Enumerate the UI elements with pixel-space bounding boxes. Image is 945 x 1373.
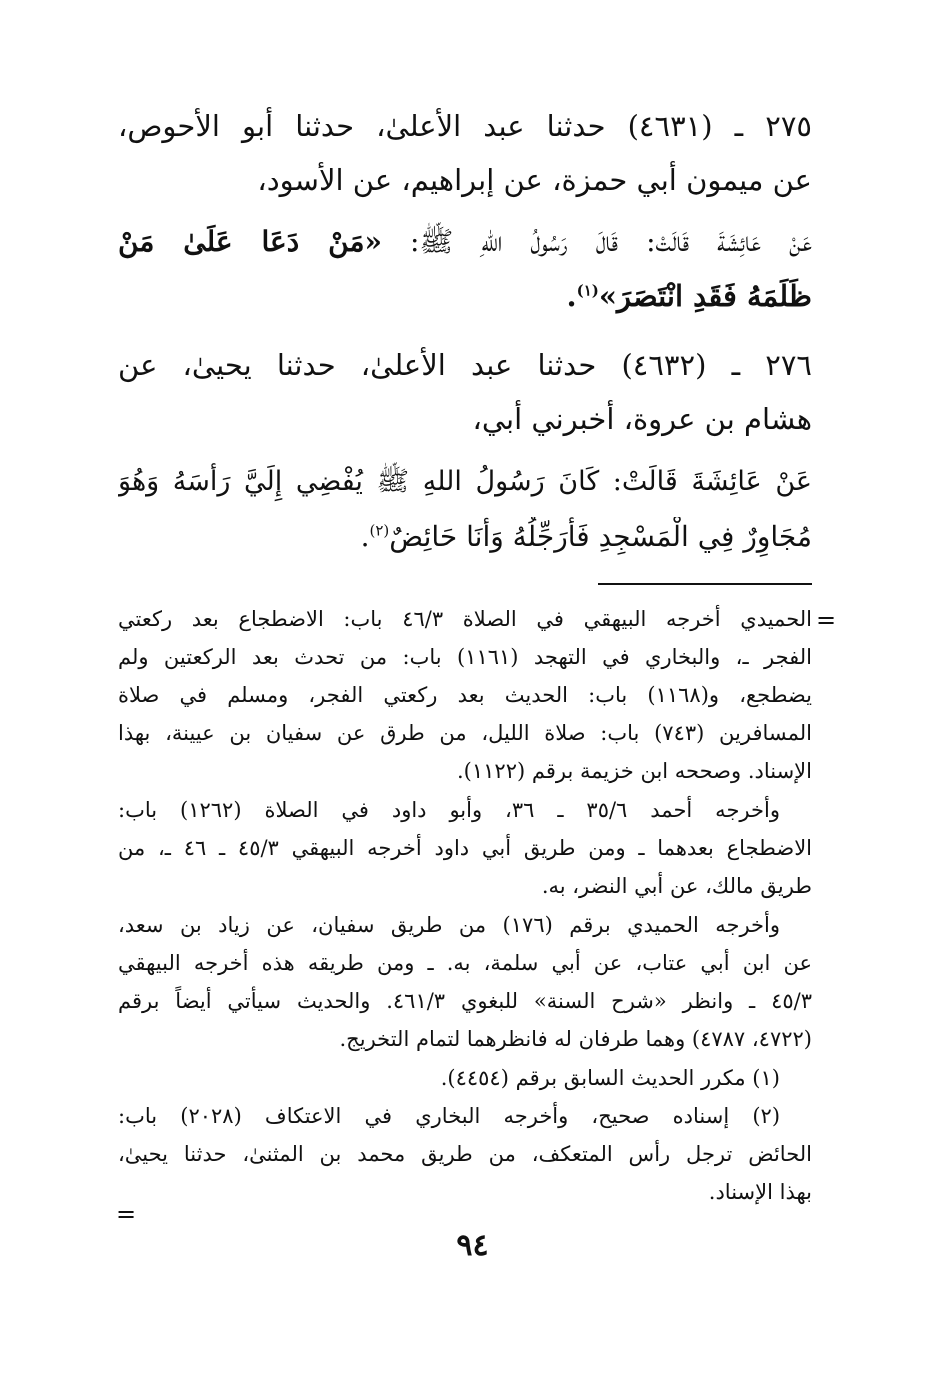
continuation-mark-bottom: = xyxy=(116,1200,137,1228)
footnote-ref-1: (١) xyxy=(576,281,599,300)
hadith-275-isnad-line-1: ٢٧٥ ـ (٤٦٣١) حدثنا عبد الأعلىٰ، حدثنا أبو الأحوص، xyxy=(118,109,812,143)
footnote-ref-2: (٢) xyxy=(369,521,390,540)
hadith-275-matn-bold-2: ظَلَمَهُ فَقَدِ انْتَصَرَ» xyxy=(598,279,812,313)
hadith-276-isnad-line-2: هشام بن عروة، أخبرني أبي، xyxy=(472,402,812,436)
footnote-continued-line-5: الإسناد. وصححه ابن خزيمة برقم (١١٢٢). xyxy=(456,759,812,783)
footnote-continued-line-4: المسافرين (٧٤٣) باب: صلاة الليل، من طرق عن سفيان بن عيينة، بهذا xyxy=(118,721,812,745)
footnote-2-line-2: الحائض ترجل رأس المتعكف، من طريق محمد بن المثنىٰ، حدثنا يحيىٰ، xyxy=(118,1142,812,1166)
footnote-2-line-1: (٢) إسناده صحيح، وأخرجه البخاري في الاعتكاف (٢٠٢٨) باب: xyxy=(118,1104,780,1128)
footnote-para-3-line-1: وأخرجه الحميدي برقم (١٧٦) من طريق سفيان، عن زياد بن سعد، xyxy=(118,913,780,937)
footnote-continued-line-3: يضطجع، و(١١٦٨) باب: الحديث بعد ركعتي الفجر، ومسلم في صلاة xyxy=(118,683,812,707)
footnote-para-2-line-1: وأخرجه أحمد ٣٥/٦ ـ ٣٦، وأبو داود في الصلاة (١٢٦٢) باب: xyxy=(118,798,780,822)
footnote-para-3-line-4: (٤٧٢٢، ٤٧٨٧) وهما طرفان له فانظرهما لتمام التخريج. xyxy=(339,1027,812,1051)
footnote-continued-line-1: الحميدي أخرجه البيهقي في الصلاة ٤٦/٣ باب: الاضطجاع بعد ركعتي xyxy=(118,607,812,631)
hadith-276-isnad-line-1: ٢٧٦ ـ (٤٦٣٢) حدثنا عبد الأعلىٰ، حدثنا يحيىٰ، عن xyxy=(118,348,812,382)
footnote-separator xyxy=(598,583,812,585)
footnote-1: (١) مكرر الحديث السابق برقم (٤٤٥٤). xyxy=(440,1066,780,1090)
hadith-276-matn-2: مُجَاوِرٌ فِي الْمَسْجِدِ فَأُرَجِّلُهُ وَأَنَا حَائِضٌ xyxy=(389,520,812,553)
page-number: ٩٤ xyxy=(456,1228,489,1263)
footnote-para-3-line-3: ٤٥/٣ ـ وانظر «شرح السنة» للبغوي ٤٦١/٣. والحديث سيأتي أيضاً برقم xyxy=(118,989,812,1013)
continuation-mark-top: = xyxy=(816,606,837,634)
hadith-275-matn-bold-1: «مَنْ دَعَا عَلَىٰ مَنْ xyxy=(118,225,382,258)
footnote-para-2-line-2: الاضطجاع بعدهما ـ ومن طريق أبي داود أخرجه البيهقي ٤٥/٣ ـ ٤٦ ـ، من xyxy=(118,836,812,860)
hadith-275-matn-line-1 xyxy=(118,222,812,264)
footnote-2-line-3: بهذا الإسناد. xyxy=(708,1180,812,1204)
hadith-275-isnad-line-2: عن ميمون أبي حمزة، عن إبراهيم، عن الأسود، xyxy=(257,163,812,197)
hadith-276-matn-line-1: عَنْ عَائِشَةَ قَالَتْ: كَانَ رَسُولُ اللهِ ﷺ يُفْضِي إِلَيَّ رَأْسَهُ وَهُوَ xyxy=(118,466,812,497)
footnote-para-2-line-3: طريق مالك، عن أبي النضر، به. xyxy=(541,874,812,898)
hadith-276-end: . xyxy=(360,520,370,553)
footnote-continued-line-2: الفجر ـ، والبخاري في التهجد (١١٦١) باب: من تحدث بعد الركعتين ولم xyxy=(118,645,812,669)
footnote-para-3-line-2: عن ابن أبي عتاب، عن أبي سلمة، به. ـ ومن طريقه هذه أخرجه البيهقي xyxy=(118,951,812,975)
hadith-275-end: . xyxy=(566,279,577,313)
hadith-276-matn-line-2 xyxy=(118,517,812,559)
hadith-275-matn-line-2 xyxy=(118,276,812,318)
hadith-275-matn-intro: عَنْ عَائِشَةَ قَالَتْ: قَالَ رَسُولُ اللهِ ﷺ: xyxy=(381,225,812,258)
